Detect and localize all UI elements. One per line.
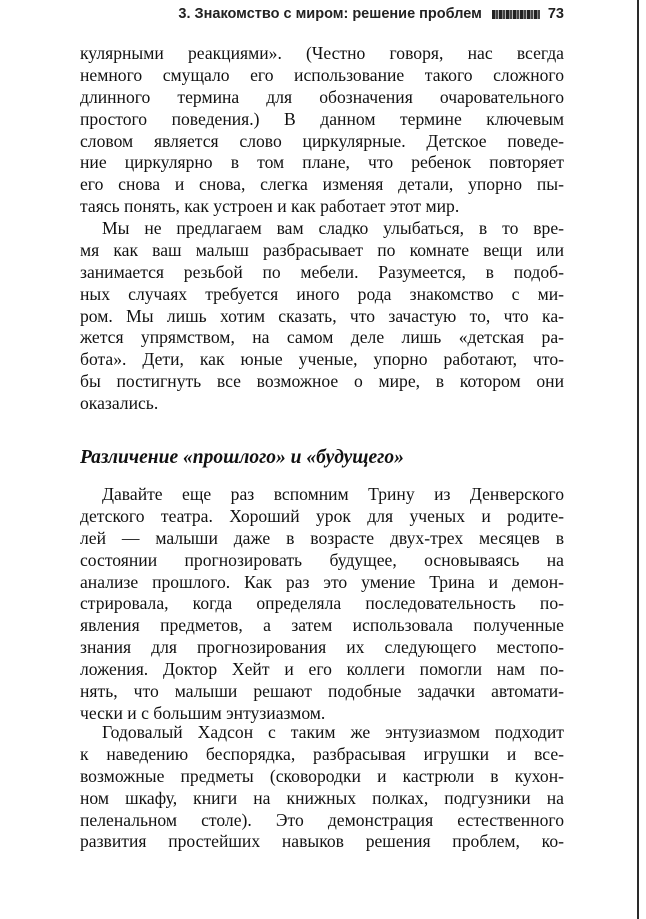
text-line: ных случаях требуется иного рода знакомство с ми- — [80, 283, 564, 304]
text-line: явления предметов, а затем использовала полученные — [80, 615, 564, 636]
header-ornament — [492, 10, 540, 19]
text-line: ние циркулярно в том плане, что ребенок повторяет — [80, 152, 564, 173]
text-line: состоянии прогнозировать будущее, основываясь на — [80, 549, 564, 570]
text-line: Годовалый Хадсон с таким же энтузиазмом подходит — [102, 722, 564, 742]
text-line: Мы не предлагаем вам сладко улыбаться, в то вре- — [102, 218, 564, 238]
text-line: оказались. — [80, 393, 159, 414]
text-line: лей — малыши даже в возрасте двух-трех месяцев в — [80, 527, 564, 548]
running-header — [80, 3, 564, 25]
text-line: развития простейших навыков решения проблем, ко- — [80, 831, 564, 852]
running-title: 3. Знакомство с миром: решение проблем — [178, 6, 482, 22]
text-line: Давайте еще раз вспомним Трину из Денверского — [102, 484, 564, 504]
text-line: мя как ваш малыш разбрасывает по комнате вещи или — [80, 239, 564, 260]
text-line: его снова и снова, слегка изменяя детали, упорно пы- — [80, 174, 564, 195]
paragraph-3 — [80, 484, 564, 725]
page-number: 73 — [547, 6, 564, 22]
text-line: стрировала, когда определяла последовательность по- — [80, 593, 564, 614]
text-line: ром. Мы лишь хотим сказать, что зачастую то, что ка- — [80, 305, 564, 326]
text-line: бота». Дети, как юные ученые, упорно работают, что- — [80, 349, 564, 370]
paragraph-2 — [80, 218, 564, 415]
text-line: нять, что малыши решают подобные задачки автомати- — [80, 681, 564, 702]
section-heading: Различение «прошлого» и «будущего» — [80, 447, 404, 468]
text-line: ном шкафу, книги на книжных полках, подгузники на — [80, 787, 564, 808]
text-line: кулярными реакциями». (Честно говоря, нас всегда — [80, 43, 564, 63]
page-edge — [637, 0, 639, 919]
text-line: немного смущало его использование такого сложного — [80, 64, 564, 85]
text-line: к наведению беспорядка, разбрасывая игрушки и все- — [80, 743, 564, 764]
text-line: простого поведения.) В данном термине ключевым — [80, 108, 564, 129]
text-line: ложения. Доктор Хейт и его коллеги помогли нам по- — [80, 659, 564, 680]
text-line: занимается резьбой по мебели. Разумеется, в подоб- — [80, 261, 564, 282]
text-line: словом является слово циркулярные. Детское поведе- — [80, 130, 564, 151]
text-line: чески и с большим энтузиазмом. — [80, 702, 326, 723]
text-line: жется упрямством, на самом деле лишь «детская ра- — [80, 327, 564, 348]
text-line: анализе прошлого. Как раз это умение Трина и демон- — [80, 571, 564, 592]
text-line: знания для прогнозирования их следующего местопо- — [80, 637, 564, 658]
text-line: длинного термина для обозначения очаровательного — [80, 86, 564, 107]
paragraph-4 — [80, 722, 564, 853]
text-line: детского театра. Хороший урок для ученых и родите- — [80, 505, 564, 526]
text-line: бы постигнуть все возможное о мире, в котором они — [80, 371, 564, 392]
paragraph-1 — [80, 43, 564, 218]
text-line: таясь понять, как устроен и как работает этот мир. — [80, 196, 460, 217]
text-line: пеленальном столе). Это демонстрация естественного — [80, 809, 564, 830]
text-line: возможные предметы (сковородки и кастрюли в кухон- — [80, 765, 564, 786]
